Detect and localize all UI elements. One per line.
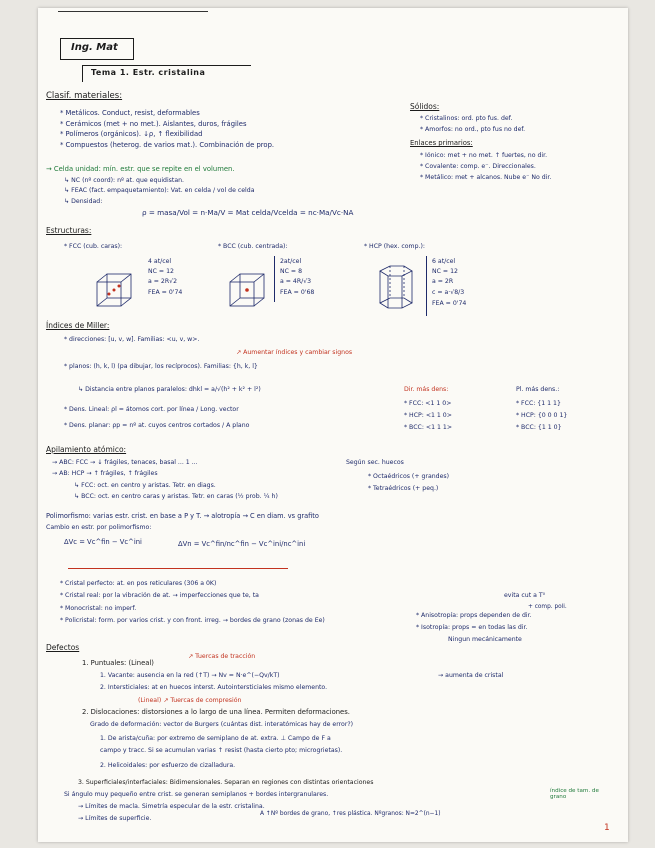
bcc-label: * BCC (cub. centrada): [218,243,288,250]
defectos-intersticiales: 2. Intersticiales: at en huecos interst. Autointersticiales mismo elemento. [100,684,328,691]
polimorfismo-cambio: Cambio en estr. por polimorfismo: [46,524,152,531]
section-divider [68,568,288,569]
dir-dens-item: * HCP: <1 1 0> [404,412,452,419]
miller-title: Índices de Miller: [46,321,110,330]
enlace-item: * Covalente: comp. e⁻. Direccionales. [420,163,536,170]
defectos-vacante: 1. Vacante: ausencia en la red (↑T) → Nv = N·e^(−Qv/kT) [100,672,280,679]
defectos-superficiales: 3. Superficiales/interfaciales: Bidimensionales. Separan en regiones con distintas orientaciones [78,779,374,786]
fcc-cube-diagram [93,270,135,310]
defectos-helicoidales: 2. Helicoidales: por esfuerzo de cizalladura. [100,762,236,769]
defectos-corte: campo y tracc. Si se acumulan varias ↑ resist (hasta cierto pto; microgrietas). [100,747,343,754]
topic-title: Tema 1. Estr. cristalina [91,68,206,77]
pl-dens-item: * BCC: {1 1 0} [516,424,562,431]
isotropia-note2: Ningun mecánicamente [448,636,522,643]
defectos-puntuales: 1. Puntuales: (Lineal) [82,659,154,667]
miller-aumentar: ↗ Aumentar índices y cambiar signos [236,349,353,356]
hcp-prop: a = 2R [432,278,454,285]
pl-dens-item: * HCP: {0 0 0 1} [516,412,568,419]
page-number: 1 [604,823,610,833]
dir-dens-title: Dir. más dens: [404,386,449,393]
estructuras-title: Estructuras: [46,226,92,235]
cristal-perfecto: * Cristal perfecto: at. en pos reticulares (306 a 0K) [60,580,217,587]
celda-densidad: ↳ Densidad: [64,198,103,205]
monocristal: * Monocristal: no imperf. [60,605,137,612]
hcp-prism-diagram [374,263,418,313]
bcc-prop: 2at/cel [280,258,302,265]
grain-note: A ↑Nº bordes de grano, ↑res plástica. Nºgranos: N=2^(n−1) [260,811,441,817]
limites-superficie: → Límites de superficie. [78,815,152,822]
bcc-cube-diagram [226,270,268,310]
solidos-item: * Cristalinos: ord. pto fus. def. [420,115,513,122]
dir-dens-item: * FCC: <1 1 0> [404,400,452,407]
notebook-page [38,8,628,842]
apilamiento-octa: * Octaédricos (+ grandes) [368,473,450,480]
apilamiento-title: Apilamiento atómico: [46,445,127,454]
bcc-prop: FEA = 0'68 [280,289,315,296]
solidos-item: * Amorfos: no ord., pto fus no def. [420,126,526,133]
clasif-item: * Metálicos. Conduct, resist, deformables [60,109,200,117]
solidos-title: Sólidos: [410,102,440,111]
fcc-prop: 4 at/cel [148,258,172,265]
enlaces-title: Enlaces primarios: [410,139,473,147]
dir-dens-item: * BCC: <1 1 1> [404,424,453,431]
miller-planos: * planos: (h, k, l) (pa dibujar, los recíprocos). Familias: {h, k, l} [64,363,258,370]
enlace-item: * Metálico: met + alcanos. Nube e⁻ No dir. [420,174,552,181]
pl-dens-title: Pl. más dens.: [516,386,560,393]
fcc-prop: FEA = 0'74 [148,289,183,296]
polimorfismo-formula1: ΔVc = Vc^fin − Vc^ini [64,538,142,546]
bcc-prop: NC = 8 [280,268,303,275]
hcp-prop: c = a·√8/3 [432,289,465,296]
defectos-angulo: Si ángulo muy pequeño entre crist. se generan semiplanos + bordes intergranulares. [64,791,329,798]
apilamiento-fcc: ↳ FCC: oct. en centro y aristas. Tetr. en diags. [74,482,216,489]
polimorfismo-formula2: ΔVn = Vc^fin/nc^fin − Vc^ini/nc^ini [178,540,306,548]
apilamiento-tetra: * Tetraédricos (+ peq.) [368,485,439,492]
hcp-label: * HCP (hex. comp.): [364,243,425,250]
apilamiento-ab: → AB: HCP → ↑ frágiles, ↑ frágiles [52,470,158,477]
apilamiento-bcc: ↳ BCC: oct. en centro caras y aristas. Tetr. en caras (½ prob. ¼ h) [74,493,278,500]
miller-distancia: ↳ Distancia entre planos paralelos: dhkl = a/√(h² + k² + l²) [78,386,261,393]
densidad-formula: ρ = masa/Vol = n·Ma/V = Mat celda/Vcelda = nc·Ma/Vc·NA [142,208,354,217]
dens-planar: * Dens. planar: ρp = nº at. cuyos centros cortados / A plano [64,422,250,429]
isotropia: * Isotropía: props = en todas las dir. [416,624,528,631]
pl-dens-item: * FCC: {1 1 1} [516,400,561,407]
top-rule [58,11,208,12]
fcc-prop: a = 2R√2 [148,278,178,285]
defectos-title: Defectos [46,643,80,652]
defectos-aument: → aumenta de cristal [438,672,504,679]
polimorfismo-line: Polimorfismo: varias estr. crist. en base a P y T. → alotropía → C en diam. vs grafito [46,512,319,520]
defectos-tension: ↗ Tuercas de tracción [188,653,256,660]
cristal-evita: evita cut a T⁰ [504,592,546,599]
hcp-prop: FEA = 0'74 [432,300,467,307]
bcc-prop: a = 4R/√3 [280,278,312,285]
celda-feac: ↳ FEAC (fact. empaquetamiento): Vat. en celda / vol de celda [64,187,255,194]
apilamiento-abc: → ABC: FCC → ↓ frágiles, tenaces, basal ... 1 ... [52,459,198,466]
defectos-arista: 1. De arista/cuña: por extremo de semiplano de at. extra. ⊥ Campo de F a [100,735,331,742]
fcc-label: * FCC (cub. caras): [64,243,123,250]
grain-size-index-note: índice de tam. de grano [550,788,599,800]
topic-box [82,65,251,82]
cristal-real: * Cristal real: por la vibración de at. → imperfecciones que te, ta [60,592,259,599]
limites-maclas: → Límites de macla. Simetría especular de la estr. cristalina. [78,803,265,810]
subject-title: Ing. Mat [71,42,118,53]
policristal: * Policristal: form. por varios crist. y con front. irreg. → bordes de grano (zonas de Ee) [60,617,325,624]
hcp-props-box [426,256,479,316]
miller-direcciones: * direcciones: [u, v, w]. Familias: <u, v, w>. [64,336,200,343]
hcp-prop: 6 at/cel [432,258,456,265]
defectos-compresion: (Lineal) ↗ Tuercas de compresión [138,697,242,704]
clasif-title: Clasif. materiales: [46,91,123,101]
isotropia-note: + comp. poli. [528,604,567,610]
hcp-prop: NC = 12 [432,268,458,275]
subject-box [60,38,134,60]
enlace-item: * Iónico: met + no met. ↑ fuertes, no dir. [420,152,548,159]
dens-lineal: * Dens. Lineal: ρl = átomos cort. por línea / Long. vector [64,406,239,413]
anisotropia: * Anisotropía: props dependen de dir. [416,612,532,619]
defectos-burgers: Grado de deformación: vector de Burgers (cuántas dist. interatómicas hay de error?) [90,721,354,728]
clasif-item: * Compuestos (heterog. de varios mat.). Combinación de prop. [60,141,275,149]
celda-nc: ↳ NC (nº coord): nº at. que equidistan. [64,177,185,184]
clasif-item: * Cerámicos (met + no met.). Aislantes, duros, frágiles [60,120,247,128]
clasif-item: * Polímeros (orgánicos). ↓ρ, ↑ flexibilidad [60,130,203,138]
fcc-prop: NC = 12 [148,268,174,275]
celda-line: → Celda unidad: mín. estr. que se repite en el volumen. [46,165,235,173]
defectos-dislocaciones: 2. Dislocaciones: distorsiones a lo largo de una línea. Permiten deformaciones. [82,708,350,716]
apilamiento-segun: Según sec. huecos [346,459,404,466]
